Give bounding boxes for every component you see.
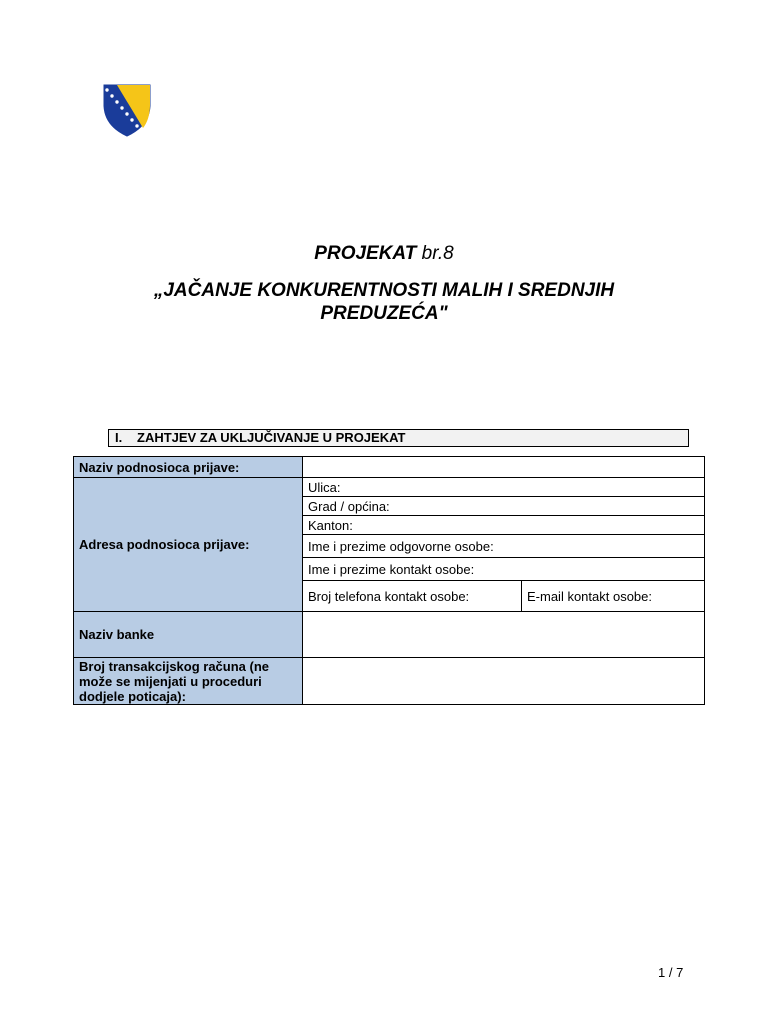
application-form-table xyxy=(73,456,705,705)
applicant-name-label: Naziv podnosioca prijave: xyxy=(74,457,303,478)
document-subtitle xyxy=(0,279,768,325)
document-title xyxy=(0,243,768,265)
contact-person-field[interactable]: Ime i prezime kontakt osobe: xyxy=(303,558,705,581)
bank-field[interactable] xyxy=(303,612,705,658)
section-title: ZAHTJEV ZA UKLJUČIVANJE U PROJEKAT xyxy=(137,430,406,445)
section-number: I. xyxy=(115,430,123,445)
table-row xyxy=(74,457,705,478)
city-field[interactable]: Grad / općina: xyxy=(303,497,705,516)
contact-phone-field[interactable]: Broj telefona kontakt osobe: xyxy=(303,581,522,612)
account-field[interactable] xyxy=(303,658,705,705)
account-label: Broj transakcijskog računa (ne može se mijenjati u proceduri dodjele poticaja): xyxy=(74,658,303,705)
address-label: Adresa podnosioca prijave: xyxy=(74,478,303,612)
applicant-name-field[interactable] xyxy=(303,457,705,478)
responsible-person-field[interactable]: Ime i prezime odgovorne osobe: xyxy=(303,535,705,558)
section-header xyxy=(108,429,689,447)
subtitle-line-1: „JAČANJE KONKURENTNOSTI MALIH I SREDNJIH xyxy=(153,280,615,301)
title-project: PROJEKAT xyxy=(314,243,417,264)
title-project-number: br.8 xyxy=(421,243,454,264)
contact-email-field[interactable]: E-mail kontakt osobe: xyxy=(522,581,705,612)
canton-field[interactable]: Kanton: xyxy=(303,516,705,535)
coat-of-arms-logo xyxy=(103,84,151,137)
page-number: 1 / 7 xyxy=(658,965,684,980)
subtitle-line-2: PREDUZEĆA" xyxy=(320,303,448,324)
street-field[interactable]: Ulica: xyxy=(303,478,705,497)
bank-label: Naziv banke xyxy=(74,612,303,658)
table-row xyxy=(74,658,705,705)
table-row xyxy=(74,612,705,658)
table-row xyxy=(74,478,705,497)
